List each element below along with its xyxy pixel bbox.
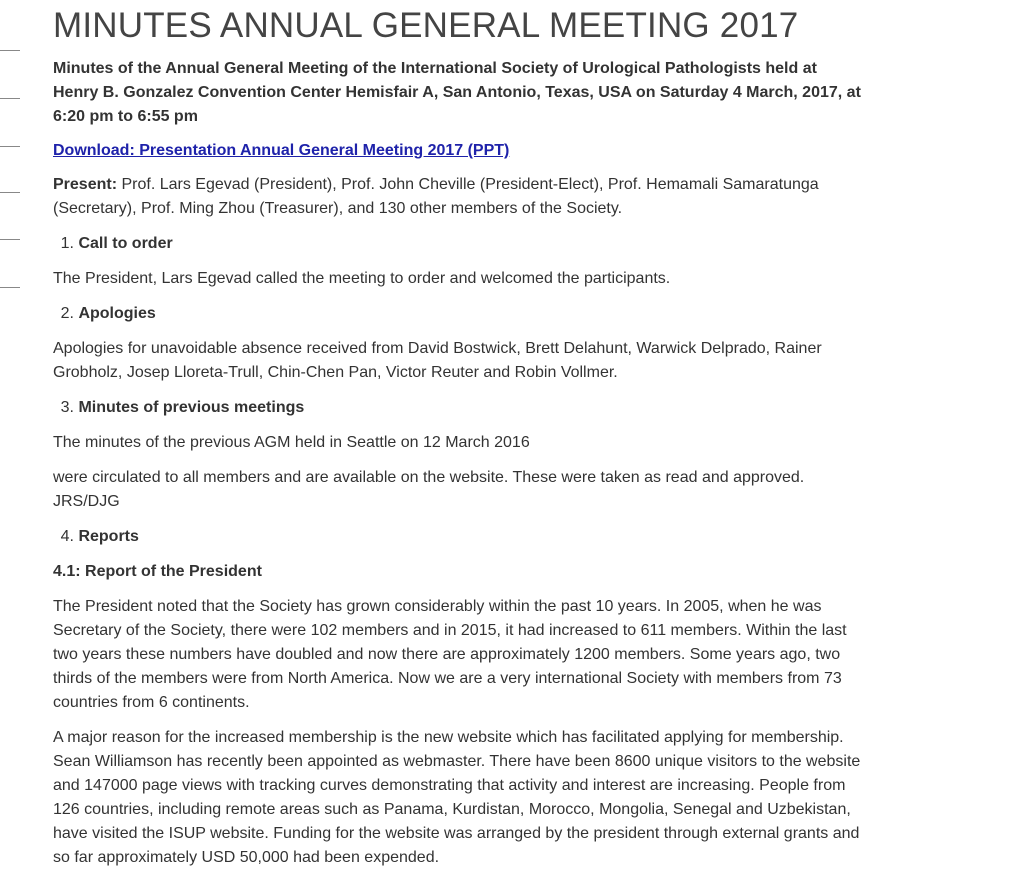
section-title: Call to order [78, 235, 173, 252]
section-number: 4. [60, 528, 74, 545]
apologies-text: Apologies for unavoidable absence received from David Bostwick, Brett Delahunt, Warwick Delprado, Rainer Grobholz, Josep Lloreta-Trull, Chin-Chen Pan, Victor Reuter and Robin Vollmer. [53, 340, 822, 381]
article [53, 0, 863, 870]
section-heading-apologies [53, 302, 863, 326]
president-report-text-2: A major reason for the increased membership is the new website which has facilitated applying for membership. Sean Williamson has recently been appointed as webmaster. There have been 8600 unique visitors to the website and 147000 page views with tracking curves demonstrating that activity and interest are increasing. People from 126 countries, including remote areas such as Panama, Kurdistan, Morocco, Mongolia, Senegal and Uzbekistan, have visited the ISUP website. Funding for the website was arranged by the president through external grants and so far approximately USD 50,000 had been expended. [53, 729, 861, 866]
section-number: 2. [60, 305, 74, 322]
margin-dash [0, 98, 20, 99]
present-paragraph [53, 173, 863, 221]
section-title: Apologies [78, 305, 156, 322]
meeting-summary: Minutes of the Annual General Meeting of the International Society of Urological Pathologists held at Henry B. Gonzalez Convention Center Hemisfair A, San Antonio, Texas, USA on Saturday 4 March, 2017, at 6:20 pm to 6:55 pm [53, 60, 861, 125]
section-number: 3. [60, 399, 74, 416]
section-heading-minutes [53, 396, 863, 420]
section-number: 1. [60, 235, 74, 252]
download-presentation-link[interactable]: Download: Presentation Annual General Meeting 2017 (PPT) [53, 142, 510, 159]
section-heading-call-to-order [53, 232, 863, 256]
minutes-text-2: were circulated to all members and are available on the website. These were taken as read and approved. JRS/DJG [53, 469, 805, 510]
minutes-text-1: The minutes of the previous AGM held in Seattle on 12 March 2016 [53, 434, 530, 451]
section-title: Reports [78, 528, 139, 545]
present-text: Prof. Lars Egevad (President), Prof. John Cheville (President-Elect), Prof. Hemamali Samaratunga (Secretary), Prof. Ming Zhou (Treasurer), and 130 other members of the Society. [53, 176, 819, 217]
margin-dash [0, 146, 20, 147]
section-heading-reports [53, 525, 863, 549]
section-title: Minutes of previous meetings [78, 399, 305, 416]
margin-dash [0, 239, 20, 240]
margin-dash [0, 287, 20, 288]
present-label: Present: [53, 176, 118, 193]
download-row [53, 139, 863, 163]
page-title: MINUTES ANNUAL GENERAL MEETING 2017 [53, 6, 799, 45]
margin-dash [0, 192, 20, 193]
margin-dash [0, 50, 20, 51]
president-report-heading: 4.1: Report of the President [53, 563, 262, 580]
president-report-text-1: The President noted that the Society has grown considerably within the past 10 years. In 2005, when he was Secretary of the Society, there were 102 members and in 2015, it had increased to 611 members. Within the last two years these numbers have doubled and now there are approximately 1200 members. Some years ago, two thirds of the members were from North America. Now we are a very international Society with members from 73 countries from 6 continents. [53, 598, 847, 711]
call-to-order-text: The President, Lars Egevad called the meeting to order and welcomed the participants. [53, 270, 671, 287]
